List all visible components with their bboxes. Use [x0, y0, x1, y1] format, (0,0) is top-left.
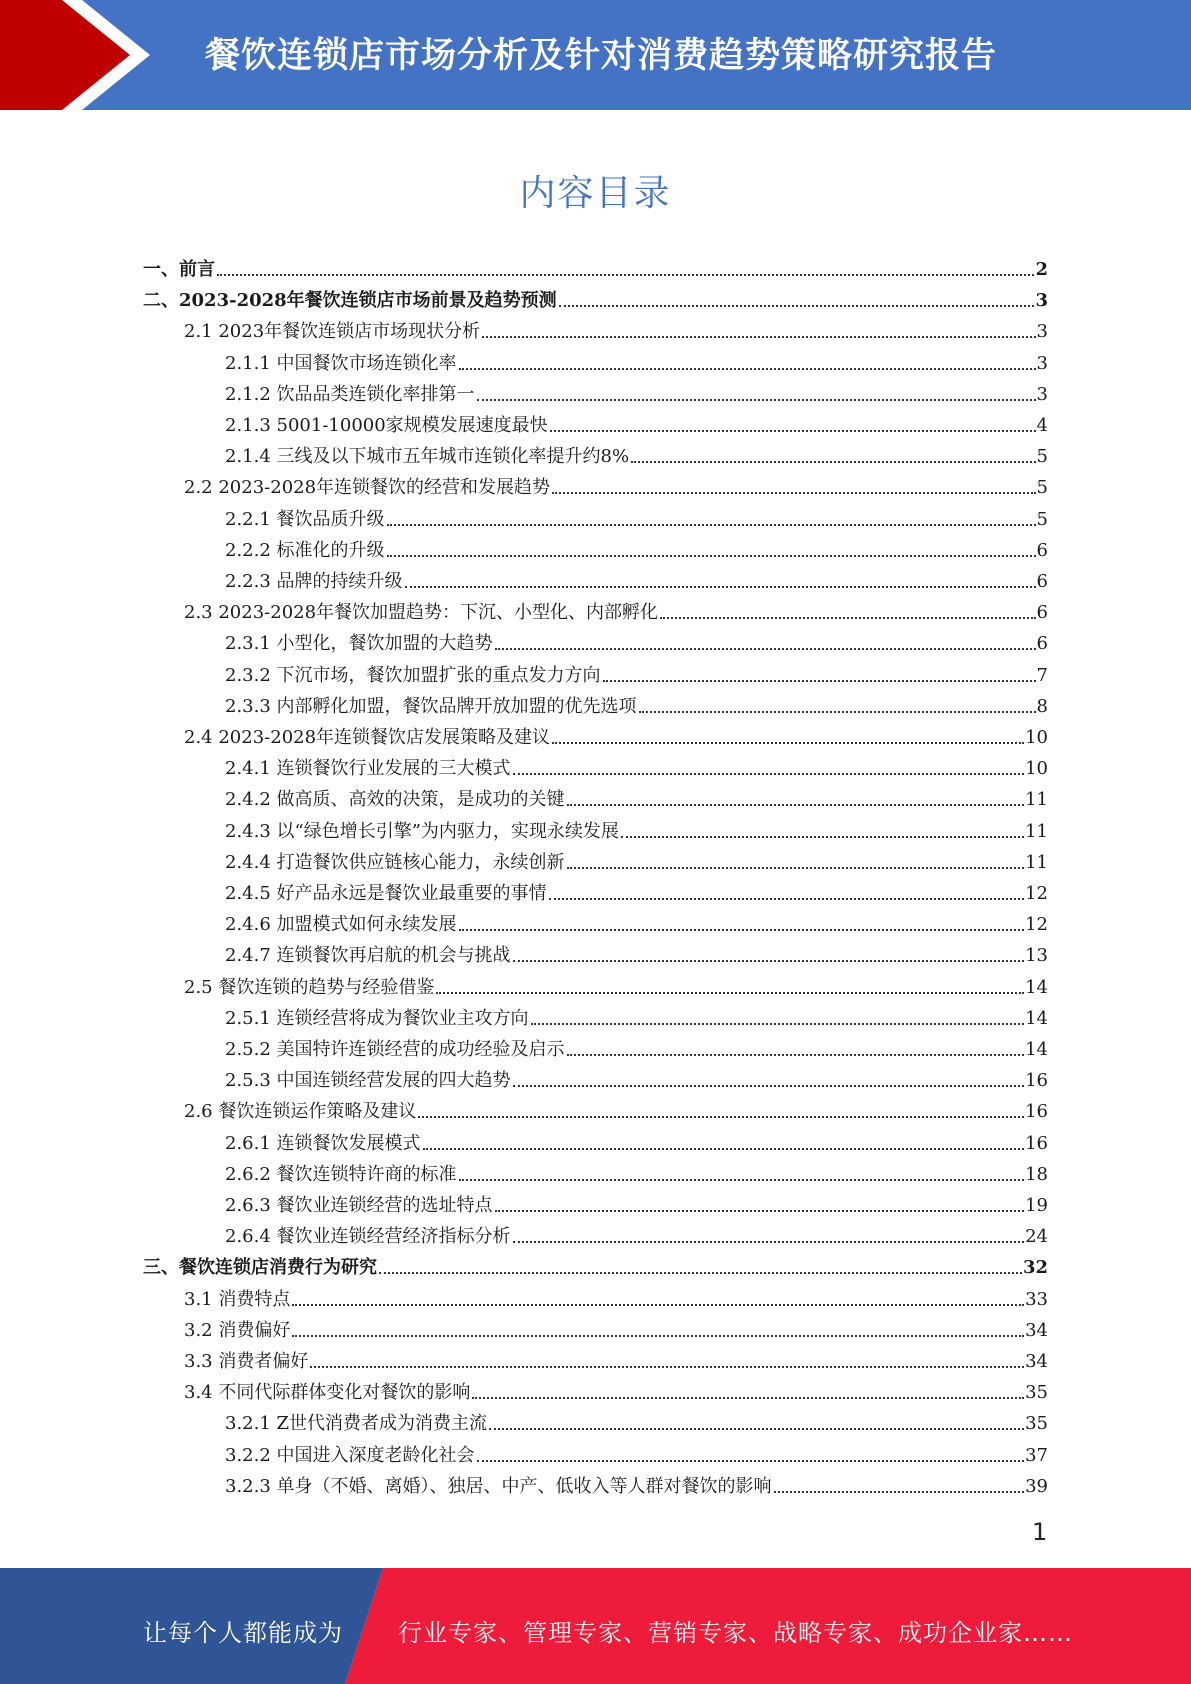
toc-entry-page: 7	[1036, 664, 1048, 686]
toc-entry-page: 37	[1025, 1444, 1048, 1466]
toc-entry-title: 2.6.3 餐饮业连锁经营的选址特点	[225, 1195, 493, 1216]
toc-leader-dots	[477, 1460, 1025, 1462]
toc-entry-page: 16	[1025, 1101, 1048, 1123]
toc-entry[interactable]	[225, 784, 1048, 812]
toc-entry-title: 2.4.3 以“绿色增长引擎”为内驱力，实现永续发展	[225, 820, 619, 842]
toc-entry-title: 3.3 消费者偏好	[184, 1351, 309, 1372]
toc-entry-title: 2.5.1 连锁经营将成为餐饮业主攻方向	[225, 1007, 529, 1029]
toc-entry-page: 5	[1036, 446, 1048, 468]
toc-leader-dots	[405, 586, 1036, 588]
toc-entry[interactable]	[184, 597, 1048, 625]
toc-entry-page: 6	[1036, 633, 1048, 655]
toc-entry-title: 2.4.5 好产品永远是餐饮业最重要的事情	[225, 883, 547, 904]
toc-entry-page: 2	[1035, 259, 1048, 280]
toc-entry[interactable]	[184, 1284, 1048, 1312]
toc-entry-page: 3	[1036, 352, 1048, 374]
toc-entry-page: 3	[1036, 383, 1048, 405]
toc-leader-dots	[774, 1491, 1025, 1493]
toc-leader-dots	[387, 555, 1036, 557]
toc-entry-page: 14	[1025, 1007, 1048, 1029]
toc-entry-title: 3.2 消费偏好	[184, 1319, 291, 1341]
toc-entry[interactable]	[225, 1440, 1048, 1468]
toc-entry-page: 19	[1025, 1195, 1048, 1216]
toc-leader-dots	[550, 430, 1036, 432]
toc-leader-dots	[217, 274, 1034, 276]
toc-entry-page: 11	[1025, 820, 1048, 842]
toc-entry-title: 2.2.2 标准化的升级	[225, 539, 385, 561]
toc-leader-dots	[531, 1023, 1025, 1025]
toc-entry-page: 18	[1025, 1163, 1048, 1185]
toc-entry-title: 3.2.3 单身（不婚、离婚）、独居、中产、低收入等人群对餐饮的影响	[225, 1475, 772, 1497]
toc-entry[interactable]	[225, 1034, 1048, 1062]
toc-entry-page: 35	[1025, 1382, 1048, 1404]
toc-entry-page: 14	[1025, 1039, 1048, 1060]
toc-entry[interactable]	[225, 348, 1048, 376]
toc-leader-dots	[603, 680, 1036, 682]
toc-leader-dots	[292, 1335, 1024, 1337]
toc-entry-page: 16	[1025, 1132, 1048, 1154]
toc-leader-dots	[495, 1210, 1025, 1212]
toc-entry-title: 2.1.4 三线及以下城市五年城市连锁化率提升约8%	[225, 446, 630, 468]
toc-entry[interactable]	[225, 660, 1048, 688]
toc-entry-page: 32	[1022, 1257, 1048, 1279]
toc-entry[interactable]	[225, 379, 1048, 407]
toc-entry-title: 2.2.3 品牌的持续升级	[225, 571, 403, 592]
toc-leader-dots	[423, 1148, 1025, 1150]
toc-entry-title: 2.1.1 中国餐饮市场连锁化率	[225, 352, 457, 374]
toc-entry-page: 6	[1036, 571, 1048, 592]
toc-entry[interactable]	[143, 285, 1048, 313]
toc-entry[interactable]	[225, 441, 1048, 469]
toc-entry-page: 5	[1036, 477, 1048, 499]
toc-entry-title: 2.6 餐饮连锁运作策略及建议	[184, 1101, 417, 1123]
toc-leader-dots	[567, 1054, 1025, 1056]
toc-entry-title: 2.2.1 餐饮品质升级	[225, 508, 385, 530]
toc-entry[interactable]	[184, 1315, 1048, 1343]
page-number: 1	[1032, 1518, 1048, 1546]
toc-leader-dots	[552, 742, 1024, 744]
toc-leader-dots	[495, 648, 1036, 650]
toc-entry[interactable]	[225, 1065, 1048, 1093]
toc-entry-page: 3	[1035, 290, 1048, 312]
toc-leader-dots	[513, 773, 1025, 775]
toc-leader-dots	[489, 1428, 1024, 1430]
toc-title: 内容目录	[519, 173, 672, 214]
toc-entry-title: 2.1.3 5001-10000家规模发展速度最快	[225, 415, 548, 436]
toc-leader-dots	[639, 711, 1036, 713]
toc-leader-dots	[477, 399, 1036, 401]
report-title: 餐饮连锁店市场分析及针对消费趋势策略研究报告	[205, 36, 998, 76]
toc-entry-title: 2.1 2023年餐饮连锁店市场现状分析	[184, 321, 481, 343]
toc-entry-title: 3.2.2 中国进入深度老龄化社会	[225, 1444, 475, 1466]
toc-entry[interactable]	[143, 254, 1048, 282]
toc-entry[interactable]	[225, 691, 1048, 719]
toc-entry[interactable]	[225, 1128, 1048, 1156]
toc-entry[interactable]	[225, 1190, 1048, 1218]
toc-entry-title: 3.4 不同代际群体变化对餐饮的影响	[184, 1382, 471, 1404]
toc-entry-title: 2.1.2 饮品品类连锁化率排第一	[225, 383, 475, 405]
toc-entry[interactable]	[225, 504, 1048, 532]
toc-entry-page: 12	[1025, 914, 1048, 936]
toc-entry[interactable]	[225, 628, 1048, 656]
toc-leader-dots	[482, 336, 1035, 338]
toc-entry-page: 34	[1025, 1319, 1048, 1341]
toc-entry[interactable]	[225, 847, 1048, 875]
toc-entry[interactable]	[184, 472, 1048, 500]
toc-entry-title: 2.2 2023-2028年连锁餐饮的经营和发展趋势	[184, 477, 551, 499]
toc-leader-dots	[631, 461, 1035, 463]
toc-entry[interactable]	[184, 316, 1048, 344]
toc-leader-dots	[567, 804, 1025, 806]
toc-entry-page: 5	[1036, 508, 1048, 530]
toc-entry[interactable]	[225, 753, 1048, 781]
toc-entry[interactable]	[225, 940, 1048, 968]
toc-entry[interactable]	[225, 566, 1048, 594]
toc-entry[interactable]	[143, 1252, 1048, 1280]
footer-banner	[0, 1568, 1191, 1684]
toc-entry[interactable]	[225, 909, 1048, 937]
toc-entry-page: 16	[1025, 1070, 1048, 1092]
toc-entry-page: 12	[1025, 883, 1048, 904]
toc-entry-title: 一、前言	[143, 259, 215, 280]
toc-entry-page: 8	[1036, 695, 1048, 717]
toc-leader-dots	[459, 368, 1036, 370]
toc-entry-title: 2.3.2 下沉市场，餐饮加盟扩张的重点发力方向	[225, 664, 601, 686]
toc-leader-dots	[459, 1179, 1025, 1181]
footer-slogan-right: 行业专家、管理专家、营销专家、战略专家、成功企业家……	[398, 1619, 1073, 1647]
toc-leader-dots	[459, 929, 1025, 931]
toc-leader-dots	[559, 305, 1035, 307]
toc-entry-title: 2.3.3 内部孵化加盟，餐饮品牌开放加盟的优先选项	[225, 695, 637, 717]
toc-entry[interactable]	[184, 722, 1048, 750]
toc-entry[interactable]	[225, 1471, 1048, 1499]
toc-entry[interactable]	[225, 1408, 1048, 1436]
toc-entry-title: 2.4.1 连锁餐饮行业发展的三大模式	[225, 758, 511, 780]
toc-entry-title: 2.6.2 餐饮连锁特许商的标准	[225, 1163, 457, 1185]
toc-entry-page: 35	[1025, 1413, 1048, 1435]
header-banner	[0, 0, 1191, 110]
toc-entry-page: 10	[1025, 758, 1048, 780]
toc-entry-title: 2.4.7 连锁餐饮再启航的机会与挑战	[225, 945, 511, 967]
toc-leader-dots	[436, 992, 1024, 994]
toc-entry-title: 2.5 餐饮连锁的趋势与经验借鉴	[184, 976, 435, 998]
toc-entry-page: 4	[1036, 415, 1048, 436]
toc-entry[interactable]	[225, 1003, 1048, 1031]
toc-entry-title: 3.1 消费特点	[184, 1288, 291, 1310]
toc-leader-dots	[567, 867, 1025, 869]
toc-entry-title: 3.2.1 Z世代消费者成为消费主流	[225, 1413, 488, 1435]
toc-entry-page: 11	[1025, 789, 1048, 811]
toc-entry-page: 24	[1025, 1226, 1048, 1248]
toc-entry-title: 2.4.2 做高质、高效的决策，是成功的关键	[225, 789, 565, 811]
toc-entry[interactable]	[225, 410, 1048, 438]
toc-entry-title: 2.5.3 中国连锁经营发展的四大趋势	[225, 1070, 511, 1092]
toc-entry-title: 2.6.1 连锁餐饮发展模式	[225, 1132, 421, 1154]
toc-leader-dots	[379, 1272, 1022, 1274]
toc-leader-dots	[292, 1304, 1024, 1306]
toc-leader-dots	[621, 836, 1024, 838]
toc-entry-page: 39	[1025, 1475, 1048, 1497]
toc-entry-title: 三、餐饮连锁店消费行为研究	[143, 1257, 377, 1279]
toc-entry-page: 14	[1025, 976, 1048, 998]
toc-entry-page: 10	[1025, 727, 1048, 748]
toc-entry[interactable]	[225, 1159, 1048, 1187]
toc-entry-title: 二、2023-2028年餐饮连锁店市场前景及趋势预测	[143, 290, 557, 312]
toc-leader-dots	[513, 1085, 1025, 1087]
footer-slogan-left: 让每个人都能成为	[143, 1619, 343, 1647]
toc-entry[interactable]	[225, 535, 1048, 563]
toc-entry-page: 3	[1036, 321, 1048, 343]
toc-entry-page: 6	[1036, 602, 1048, 624]
toc-leader-dots	[660, 617, 1036, 619]
toc-entry-title: 2.4 2023-2028年连锁餐饮店发展策略及建议	[184, 727, 551, 748]
toc-entry[interactable]	[184, 972, 1048, 1000]
toc-entry-page: 13	[1025, 945, 1048, 967]
toc-entry[interactable]	[184, 1377, 1048, 1405]
toc-leader-dots	[472, 1397, 1024, 1399]
toc-leader-dots	[549, 898, 1025, 900]
toc-entry-title: 2.6.4 餐饮业连锁经营经济指标分析	[225, 1226, 511, 1248]
toc-entry-title: 2.5.2 美国特许连锁经营的成功经验及启示	[225, 1039, 565, 1060]
toc-leader-dots	[552, 492, 1036, 494]
toc-entry[interactable]	[225, 816, 1048, 844]
toc-entry-page: 6	[1036, 539, 1048, 561]
toc-entry-page: 11	[1025, 851, 1048, 873]
toc-entry-title: 2.4.4 打造餐饮供应链核心能力，永续创新	[225, 851, 565, 873]
toc-entry[interactable]	[225, 878, 1048, 906]
toc-entry[interactable]	[184, 1346, 1048, 1374]
toc-entry[interactable]	[225, 1221, 1048, 1249]
toc-entry-page: 33	[1025, 1288, 1048, 1310]
toc-entry-title: 2.3.1 小型化，餐饮加盟的大趋势	[225, 633, 493, 655]
toc-entry[interactable]	[184, 1096, 1048, 1124]
toc-leader-dots	[513, 960, 1025, 962]
toc-leader-dots	[387, 524, 1036, 526]
toc-leader-dots	[310, 1366, 1024, 1368]
toc-entry-page: 34	[1025, 1351, 1048, 1372]
toc-leader-dots	[513, 1241, 1025, 1243]
toc-leader-dots	[418, 1116, 1024, 1118]
toc-entry-title: 2.4.6 加盟模式如何永续发展	[225, 914, 457, 936]
toc-entry-title: 2.3 2023-2028年餐饮加盟趋势：下沉、小型化、内部孵化	[184, 602, 659, 624]
